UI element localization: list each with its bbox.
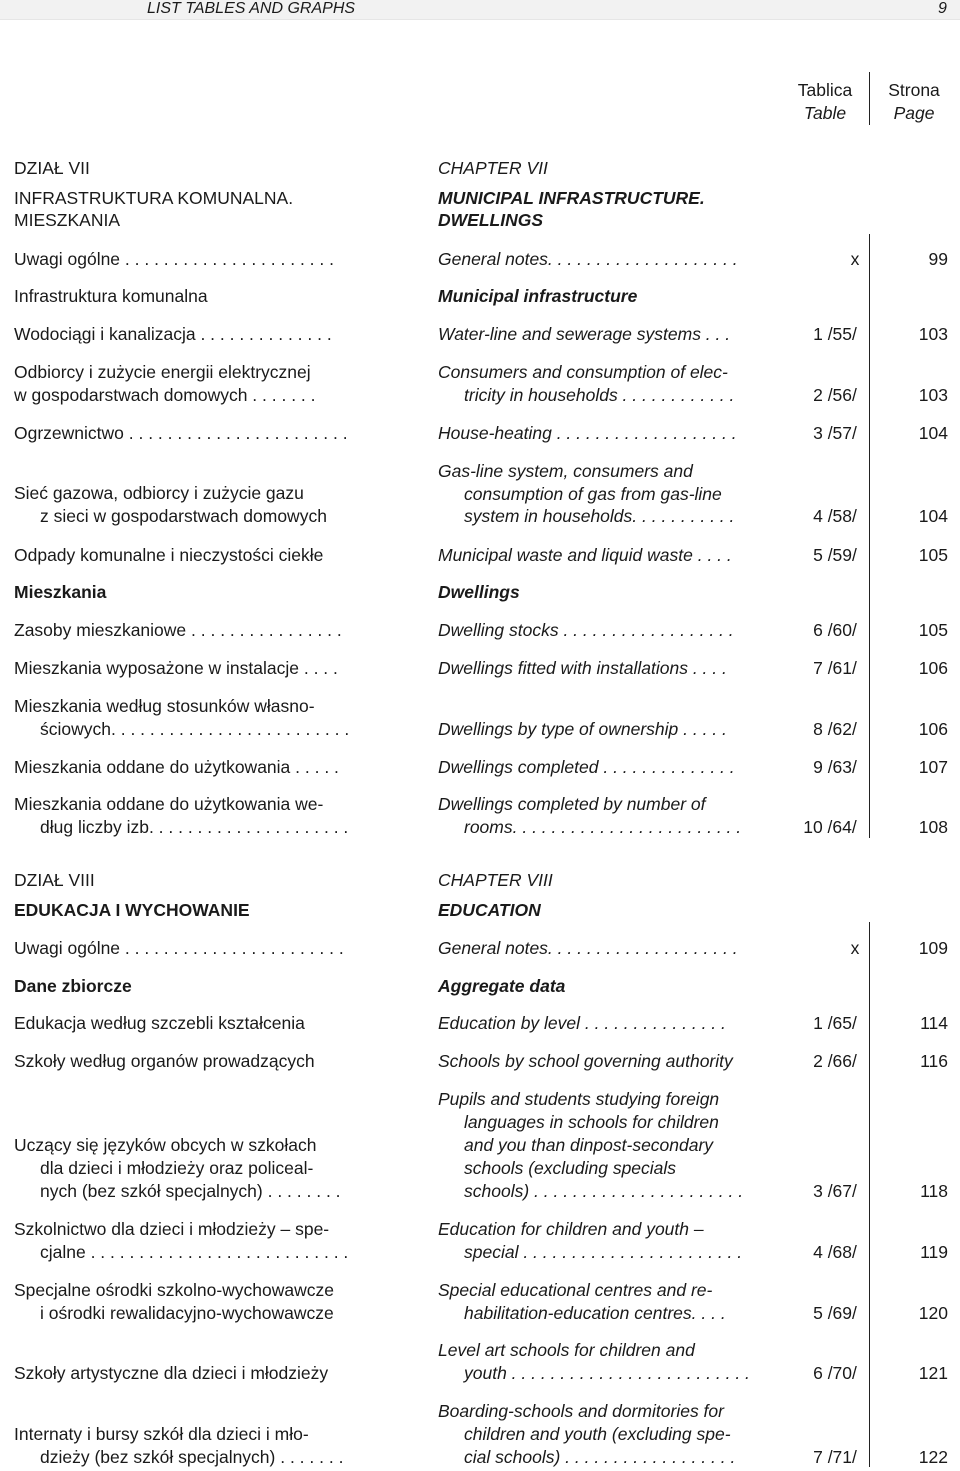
entry-table-number: 2 /66/ — [813, 1051, 857, 1071]
entry-en: special . . . . . . . . . . . . . . . . . . . . . . . — [464, 1242, 743, 1262]
entry-en: Education for children and youth – — [438, 1219, 704, 1239]
entry-en: consumption of gas from gas-line — [464, 484, 722, 504]
entry-table-number: 6 /60/ — [813, 620, 857, 640]
entry-page-number: 122 — [918, 1447, 948, 1467]
entry-en: General notes. . . . . . . . . . . . . . . . . . . . — [438, 249, 738, 269]
entry-pl: Ogrzewnictwo . . . . . . . . . . . . . . . . . . . . . . . — [14, 423, 348, 443]
section-heading-pl: Infrastruktura komunalna — [14, 286, 208, 306]
entry-table-number: 5 /59/ — [813, 545, 857, 565]
entry-pl: w gospodarstwach domowych . . . . . . . — [14, 385, 316, 405]
entry-en: schools) . . . . . . . . . . . . . . . . . . . . . . — [464, 1181, 744, 1201]
entry-en: Pupils and students studying foreign — [438, 1089, 720, 1109]
entry-table-number: 7 /71/ — [813, 1447, 857, 1467]
entry-table-number: 4 /68/ — [813, 1242, 857, 1262]
entry-en: Dwelling stocks . . . . . . . . . . . . . . . . . . — [438, 620, 734, 640]
entry-page-number: 121 — [918, 1363, 948, 1383]
chapter-8-pl: DZIAŁ VIII — [14, 870, 95, 890]
entry-en: tricity in households . . . . . . . . . . . . — [464, 385, 735, 405]
entry-en: Schools by school governing authority — [438, 1051, 733, 1071]
entry-pl: Odbiorcy i zużycie energii elektrycznej — [14, 362, 311, 382]
section-heading-en: Dwellings — [438, 582, 520, 602]
chapter-8-en-title: EDUCATION — [438, 900, 541, 920]
entry-pl: z sieci w gospodarstwach domowych — [40, 506, 327, 526]
entry-pl: Uwagi ogólne . . . . . . . . . . . . . . . . . . . . . . . — [14, 938, 344, 958]
header-title: LIST TABLES AND GRAPHS — [147, 0, 356, 17]
entry-table-number: 2 /56/ — [813, 385, 857, 405]
entry-pl: Szkoły według organów prowadzących — [14, 1051, 315, 1071]
chapter-8-en: CHAPTER VIII — [438, 870, 553, 890]
entry-table-number: x — [850, 249, 860, 269]
entry-en: rooms. . . . . . . . . . . . . . . . . . . . . . . . — [464, 817, 742, 837]
entry-en: General notes. . . . . . . . . . . . . . . . . . . . — [438, 938, 738, 958]
entry-en: Dwellings by type of ownership . . . . . — [438, 719, 727, 739]
entry-page-number: 105 — [918, 545, 948, 565]
entry-pl: Uczący się języków obcych w szkołach — [14, 1135, 317, 1155]
entry-page-number: 109 — [918, 938, 948, 958]
entry-en: House-heating . . . . . . . . . . . . . . . . . . . — [438, 423, 737, 443]
entry-pl: Mieszkania według stosunków własno- — [14, 696, 315, 716]
entry-table-number: 4 /58/ — [813, 506, 857, 526]
entry-pl: cjalne . . . . . . . . . . . . . . . . . . . . . . . . . . . — [40, 1242, 349, 1262]
entry-pl: Mieszkania wyposażone w instalacje . . . . — [14, 658, 338, 678]
entry-en: Municipal waste and liquid waste . . . . — [438, 545, 732, 565]
entry-en: habilitation-education centres. . . . — [464, 1303, 726, 1323]
entry-table-number: 7 /61/ — [813, 658, 857, 678]
entry-pl: ściowych. . . . . . . . . . . . . . . . . . . . . . . . . — [40, 719, 350, 739]
entry-table-number: 3 /67/ — [813, 1181, 857, 1201]
entry-page-number: 118 — [920, 1181, 948, 1201]
entry-pl: Zasoby mieszkaniowe . . . . . . . . . . . . . . . . — [14, 620, 342, 640]
entry-en: languages in schools for children — [464, 1112, 719, 1132]
chapter-8-pl-title: EDUKACJA I WYCHOWANIE — [14, 900, 250, 920]
entry-pl: dla dzieci i młodzieży oraz policeal- — [40, 1158, 314, 1178]
entry-table-number: 1 /55/ — [813, 324, 857, 344]
entry-pl: Szkolnictwo dla dzieci i młodzieży – spe- — [14, 1219, 330, 1239]
entry-en: Dwellings completed . . . . . . . . . . . . . . — [438, 757, 735, 777]
section-heading-pl: Mieszkania — [14, 582, 107, 602]
chapter-7-en-title: DWELLINGS — [438, 210, 543, 230]
entry-en: system in households. . . . . . . . . . . — [464, 506, 735, 526]
entry-en: Special educational centres and re- — [438, 1280, 713, 1300]
entry-pl: Sieć gazowa, odbiorcy i zużycie gazu — [14, 483, 304, 503]
entry-page-number: 120 — [918, 1303, 948, 1323]
entry-en: Gas-line system, consumers and — [438, 461, 693, 481]
entry-pl: Internaty i bursy szkół dla dzieci i mło- — [14, 1424, 309, 1444]
entry-page-number: 103 — [918, 385, 948, 405]
entry-table-number: 1 /65/ — [813, 1013, 857, 1033]
chapter-7-en-title: MUNICIPAL INFRASTRUCTURE. — [438, 188, 705, 208]
entry-table-number: 9 /63/ — [813, 757, 857, 777]
entry-table-number: x — [850, 938, 860, 958]
entry-en: schools (excluding specials — [464, 1158, 677, 1178]
entry-page-number: 99 — [928, 249, 948, 269]
entry-en: and you than dinpost-secondary — [464, 1135, 714, 1155]
header-page-number: 9 — [938, 0, 947, 17]
section-heading-pl: Dane zbiorcze — [14, 976, 132, 996]
col-table-pl: Tablica — [797, 80, 853, 100]
entry-pl: dług liczby izb. . . . . . . . . . . . . . . . . . . . . — [40, 817, 349, 837]
entry-en: Level art schools for children and — [438, 1340, 695, 1360]
entry-pl: Szkoły artystyczne dla dzieci i młodzieży — [14, 1363, 329, 1383]
section-heading-en: Aggregate data — [438, 976, 566, 996]
column-divider — [869, 72, 870, 125]
entry-pl: Mieszkania oddane do użytkowania we- — [14, 794, 324, 814]
entry-page-number: 106 — [918, 719, 948, 739]
entry-pl: nych (bez szkół specjalnych) . . . . . . . . — [40, 1181, 341, 1201]
entry-table-number: 5 /69/ — [813, 1303, 857, 1323]
chapter-7-pl: DZIAŁ VII — [14, 158, 90, 178]
section-heading-en: Municipal infrastructure — [438, 286, 638, 306]
entry-en: Water-line and sewerage systems . . . — [438, 324, 731, 344]
chapter-7-en: CHAPTER VII — [438, 158, 548, 178]
entry-page-number: 114 — [920, 1013, 948, 1033]
entry-page-number: 107 — [918, 757, 948, 777]
entry-page-number: 119 — [920, 1242, 948, 1262]
entry-pl: i ośrodki rewalidacyjno-wychowawcze — [40, 1303, 334, 1323]
entry-en: Dwellings fitted with installations . . . . — [438, 658, 727, 678]
entry-pl: dzieży (bez szkół specjalnych) . . . . . . . — [40, 1447, 344, 1467]
entry-en: Boarding-schools and dormitories for — [438, 1401, 724, 1421]
col-page-pl: Strona — [888, 80, 940, 100]
entry-page-number: 116 — [920, 1051, 948, 1071]
entry-en: Education by level . . . . . . . . . . . . . . . — [438, 1013, 726, 1033]
chapter-7-pl-title: MIESZKANIA — [14, 210, 120, 230]
entry-pl: Wodociągi i kanalizacja . . . . . . . . . . . . . . — [14, 324, 332, 344]
entry-pl: Edukacja według szczebli kształcenia — [14, 1013, 305, 1033]
entry-pl: Specjalne ośrodki szkolno-wychowawcze — [14, 1280, 335, 1300]
entry-table-number: 3 /57/ — [813, 423, 857, 443]
entry-table-number: 10 /64/ — [803, 817, 857, 837]
entry-page-number: 108 — [918, 817, 948, 837]
entry-en: youth . . . . . . . . . . . . . . . . . . . . . . . . . — [464, 1363, 750, 1383]
col-table-en: Table — [803, 103, 847, 123]
entry-page-number: 103 — [918, 324, 948, 344]
entry-en: children and youth (excluding spe- — [464, 1424, 731, 1444]
entry-pl: Odpady komunalne i nieczystości ciekłe — [14, 545, 324, 565]
col-page-en: Page — [893, 103, 935, 123]
entry-page-number: 104 — [918, 423, 948, 443]
entry-en: Dwellings completed by number of — [438, 794, 706, 814]
chapter-7-pl-title: INFRASTRUKTURA KOMUNALNA. — [14, 188, 294, 208]
entry-table-number: 8 /62/ — [813, 719, 857, 739]
entry-page-number: 104 — [918, 506, 948, 526]
entry-en: cial schools) . . . . . . . . . . . . . . . . . . — [464, 1447, 736, 1467]
entry-pl: Uwagi ogólne . . . . . . . . . . . . . . . . . . . . . . — [14, 249, 334, 269]
entry-en: Consumers and consumption of elec- — [438, 362, 728, 382]
entry-table-number: 6 /70/ — [813, 1363, 857, 1383]
entry-pl: Mieszkania oddane do użytkowania . . . . . — [14, 757, 339, 777]
entry-page-number: 105 — [918, 620, 948, 640]
entry-page-number: 106 — [918, 658, 948, 678]
running-header — [0, 0, 960, 20]
